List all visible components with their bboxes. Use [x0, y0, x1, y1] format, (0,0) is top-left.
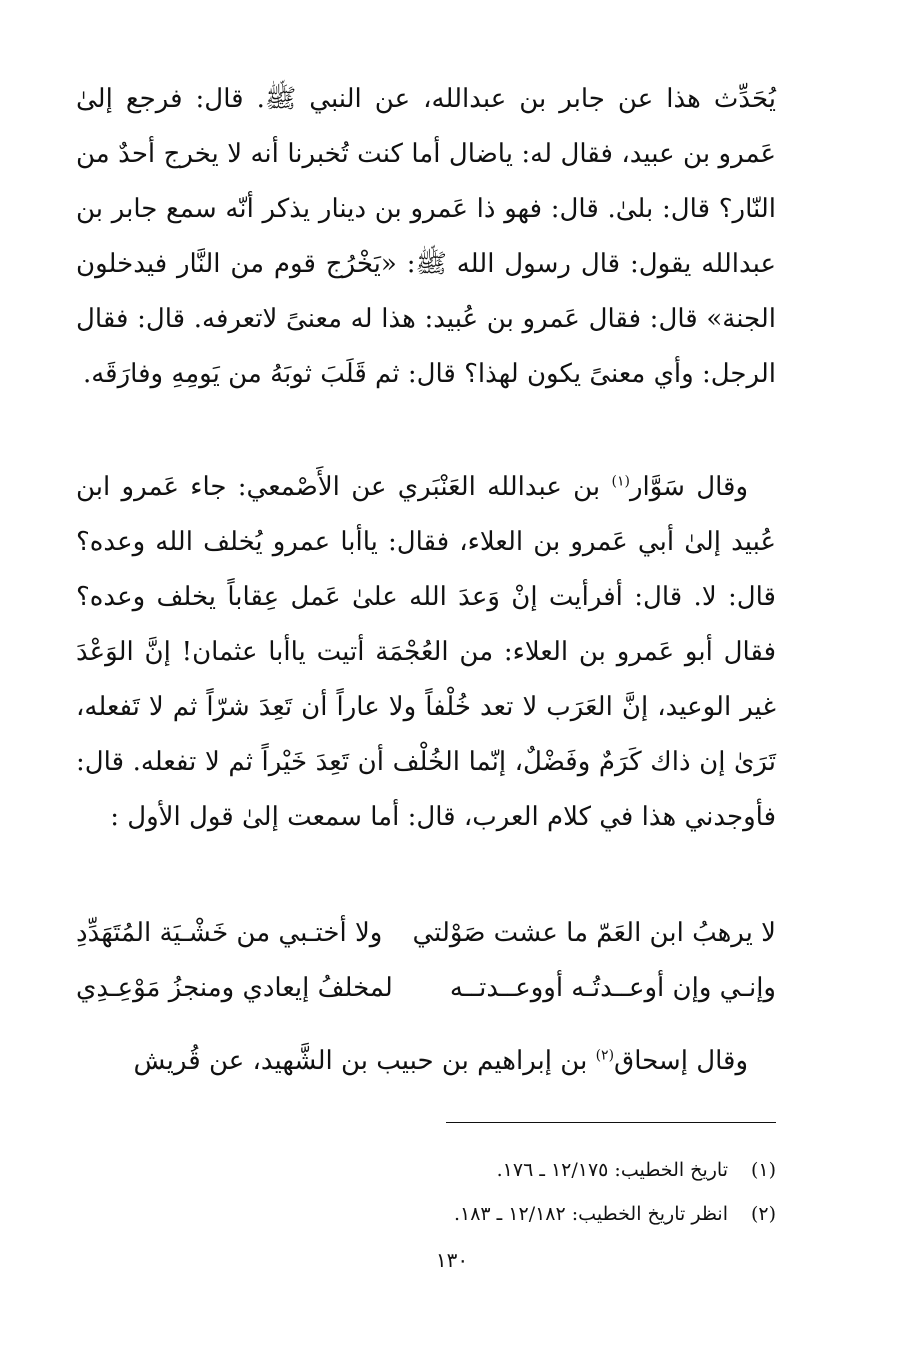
verse-line-1 — [76, 906, 776, 961]
footnote-1 — [76, 1148, 776, 1192]
verse-line-1-second-hemistich: ولا أختـبي من خَشْـيَة المُتَهَدِّدِ — [76, 918, 383, 948]
paragraph-3 — [76, 1034, 776, 1089]
paragraph-1-text: يُحَدِّث هذا عن جابر بن عبدالله، عن النبي ﷺ. قال: فرجع إلىٰ عَمرو بن عبيد، فقال له: ياضال أما كنت تُخبرنا أنه لا يخرج أحدٌ من النّار؟ قال: بلىٰ. قال: فهو ذا عَمرو بن دينار يذكر أنّه سمع جابر بن عبدالله يقول: قال رسول الله ﷺ: «يَخْرُج قوم من النَّار فيدخلون الجنة» قال: فقال عَمرو بن عُبيد: هذا له معنىً لاتعرفه. قال: فقال الرجل: وأي معنىً يكون لهذا؟ قال: ثم قَلَبَ ثوبَهُ من يَومِهِ وفارَقَه. — [76, 84, 776, 389]
page-number: ١٣٠ — [435, 1248, 469, 1272]
verse-line-2-second-hemistich: لمخلفُ إيعادي ومنجزُ مَوْعِـدِي — [76, 973, 393, 1003]
paragraph-1 — [76, 72, 776, 402]
paragraph-2 — [76, 460, 776, 845]
footnote-2-text: انظر تاريخ الخطيب: ١٢/١٨٢ ـ ١٨٣. — [453, 1203, 728, 1225]
footnote-ref-2[interactable]: (٢) — [595, 1047, 615, 1064]
paragraph-2-text: بن عبدالله العَنْبَري عن الأَصْمعي: جاء عَمرو ابن عُبيد إلىٰ أبي عَمرو بن العلاء، فقال: ياأبا عمرو يُخلف الله وعده؟ قال: لا. قال: أفرأيت إنْ وَعدَ الله علىٰ عَمل عِقاباً يخلف وعده؟ فقال أبو عَمرو بن العلاء: من العُجْمَة أتيت ياأبا عثمان! إنَّ الوَعْدَ غير الوعيد، إنَّ العَرَب لا تعد خُلْفاً ولا عاراً أن تَعِدَ شرّاً ثم لا تَفعله، تَرَىٰ إن ذاك كَرَمٌ وفَضْلٌ، إنّما الخُلْف أن تَعِدَ خَيْراً ثم لا تفعله. قال: فأوجدني هذا في كلام العرب، قال: أما سمعت إلىٰ قول الأول : — [76, 472, 776, 832]
paragraph-2-lead: وقال سَوَّار — [629, 472, 749, 502]
footnote-ref-1[interactable]: (١) — [611, 473, 630, 490]
footnote-1-text: تاريخ الخطيب: ١٢/١٧٥ ـ ١٧٦. — [496, 1159, 728, 1181]
footnote-2-marker: (٢) — [750, 1203, 776, 1225]
verse-line-2-first-hemistich: وإنـي وإن أوعــدتُـه أووعــدتــه — [449, 973, 776, 1003]
verse-line-1-first-hemistich: لا يرهبُ ابن العَمّ ما عشت صَوْلتي — [412, 918, 776, 948]
paragraph-3-text: بن إبراهيم بن حبيب بن الشَّهيد، عن قُريش — [133, 1046, 588, 1076]
poem-verse — [76, 906, 776, 1016]
footnotes — [76, 1148, 776, 1236]
verse-line-2 — [76, 961, 776, 1016]
footnote-2 — [76, 1192, 776, 1236]
paragraph-3-lead: وقال إسحاق — [614, 1046, 748, 1076]
footnote-divider — [446, 1122, 776, 1123]
footnote-1-marker: (١) — [750, 1159, 776, 1181]
